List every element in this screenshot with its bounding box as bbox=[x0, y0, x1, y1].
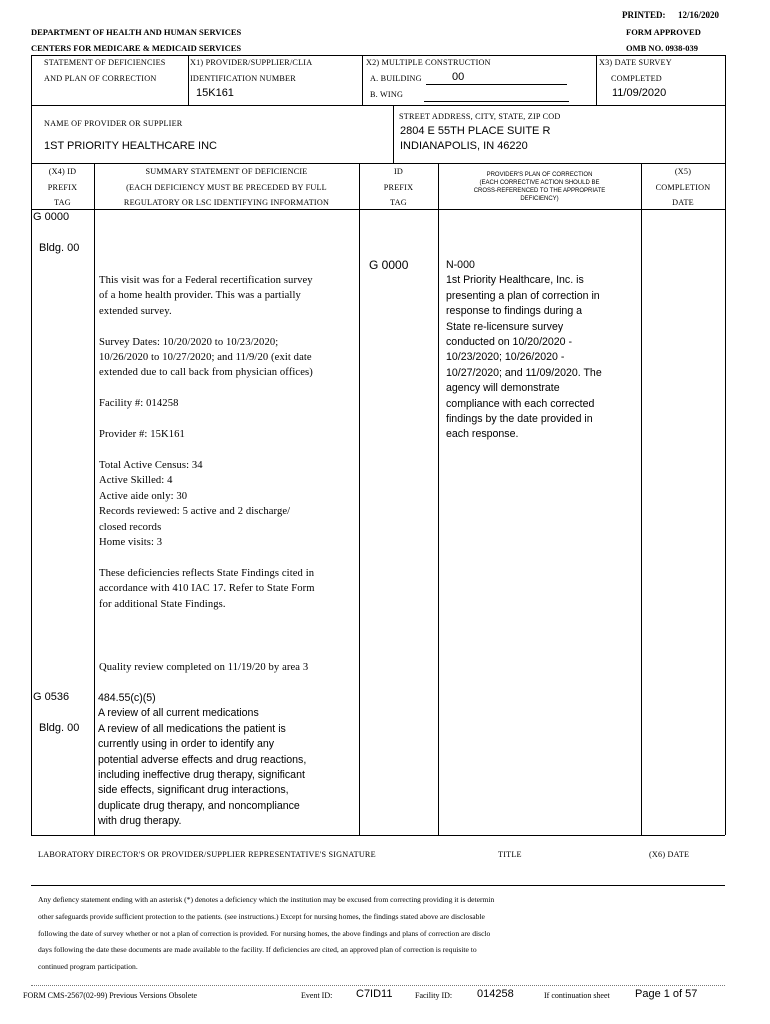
title-label: TITLE bbox=[498, 850, 522, 859]
summary-statement-text: This visit was for a Federal recertification survey of a home health provider. This was a partially extended survey. Survey Dates: 10/20/2020 to 10/23/2020; 10/26/2020 to 10/27/2020; and 11/9/20 (exit date extended due to call back from physician offices) Facility #: 014258 Provider #: 15K161 Total Active Census: 34 Active Skilled: 4 Active aide only: 30 Records reviewed: 5 active and 2 discharge/ closed records Home visits: 3 These deficiencies reflects State Findings cited in accordance with 410 IAC 17. Refer to State Form for additional State Findings. bbox=[99, 275, 315, 610]
disclaimer-line-1: Any defiency statement ending with an asterisk (*) denotes a deficiency which the institution may be excused from correcting providing it is determin bbox=[38, 895, 495, 904]
x5-header-2: COMPLETION bbox=[655, 183, 711, 192]
printed-date: 12/16/2020 bbox=[678, 10, 720, 20]
x4-header-1: (X4) ID bbox=[48, 167, 77, 176]
building-label: A. BUILDING bbox=[370, 74, 422, 83]
omb-number: OMB NO. 0938-039 bbox=[626, 43, 699, 53]
id-header-1: ID bbox=[393, 167, 404, 176]
col-divider-1 bbox=[94, 163, 95, 835]
quality-review-text: Quality review completed on 11/19/20 by area 3 bbox=[99, 662, 309, 673]
box-bottom-rule bbox=[31, 105, 725, 106]
x4-header-3: TAG bbox=[54, 198, 71, 207]
col-divider-2 bbox=[359, 163, 360, 835]
signature-top-rule bbox=[31, 835, 725, 836]
provider-name-value: 1ST PRIORITY HEALTHCARE INC bbox=[44, 140, 217, 152]
disclaimer-line-2: other safeguards provide sufficient protection to the patients. (see instructions.) Except for nursing homes, the findings stated above are disclosable bbox=[38, 912, 485, 921]
column-header-bottom-rule bbox=[31, 209, 725, 210]
date-survey-label: X3) DATE SURVEY bbox=[599, 58, 672, 67]
footer-dotted-rule bbox=[31, 985, 725, 986]
deficiency-tag-g0000: G 0000 bbox=[33, 211, 70, 223]
form-approved: FORM APPROVED bbox=[626, 27, 701, 37]
statement-label-1: STATEMENT OF DEFICIENCIES bbox=[44, 58, 166, 67]
survey-completed-value: 11/09/2020 bbox=[612, 87, 667, 99]
box-divider-1 bbox=[188, 55, 189, 105]
id-tag-g0000: G 0000 bbox=[369, 258, 409, 272]
summary-header-3: REGULATORY OR LSC IDENTIFYING INFORMATION bbox=[123, 198, 330, 207]
building-tag-1: Bldg. 00 bbox=[39, 242, 80, 254]
x4-header-2: PREFIX bbox=[47, 183, 78, 192]
disclaimer-line-5: continued program participation. bbox=[38, 962, 138, 971]
col-left-rule bbox=[31, 163, 32, 835]
id-header-3: TAG bbox=[390, 198, 407, 207]
box-left-rule bbox=[31, 55, 32, 105]
director-signature-label: LABORATORY DIRECTOR'S OR PROVIDER/SUPPLIER REPRESENTATIVE'S SIGNATURE bbox=[38, 850, 376, 859]
centers-title: CENTERS FOR MEDICARE & MEDICAID SERVICES bbox=[31, 43, 242, 53]
plan-header-3: CROSS-REFERENCED TO THE APPROPRIATE bbox=[473, 188, 606, 194]
disclaimer-line-3: following the date of survey whether or not a plan of correction is provided. For nursing homes, the above findings and plans of correction are disclo bbox=[38, 929, 491, 938]
multiple-construction-label: X2) MULTIPLE CONSTRUCTION bbox=[366, 58, 491, 67]
address-line-1: 2804 E 55TH PLACE SUITE R bbox=[400, 125, 551, 137]
wing-label: B. WING bbox=[370, 90, 404, 99]
address-label: STREET ADDRESS, CITY, STATE, ZIP COD bbox=[399, 112, 561, 121]
event-id-value: C7ID11 bbox=[356, 988, 393, 1000]
regulation-text: 484.55(c)(5) A review of all current medications A review of all medications the patient is currently using in order to identify any potential adverse effects and drug reactions, including ineffective drug therapy, significant side effects, significant drug interactions, duplicate drug therapy, and noncompliance with drug therapy. bbox=[98, 692, 307, 828]
summary-header-2: (EACH DEFICIENCY MUST BE PRECEDED BY FULL bbox=[126, 183, 327, 192]
disclaimer-line-4: days following the date these documents are made available to the facility. If deficiencies are cited, an approved plan of correction is requisite to bbox=[38, 945, 477, 954]
provider-bottom-rule bbox=[31, 163, 725, 164]
x6-date-label: (X6) DATE bbox=[649, 850, 690, 859]
department-title: DEPARTMENT OF HEALTH AND HUMAN SERVICES bbox=[31, 27, 242, 37]
address-line-2: INDIANAPOLIS, IN 46220 bbox=[400, 140, 528, 152]
continuation-label: If continuation sheet bbox=[544, 991, 610, 1000]
building-underline bbox=[426, 84, 567, 85]
provider-left-rule bbox=[31, 105, 32, 163]
building-tag-2: Bldg. 00 bbox=[39, 722, 80, 734]
plan-of-correction-text: N-000 1st Priority Healthcare, Inc. is presenting a plan of correction in response to findings during a State re-licensure survey conducted on 10/20/2020 - 10/23/2020; 10/26/2020 - 10/27/2020; and 11/09/2020. The agency will demonstrate compliance with each corrected findings by the date provided in each response. bbox=[446, 259, 602, 441]
building-value: 00 bbox=[452, 71, 465, 83]
plan-header-2: (EACH CORRECTIVE ACTION SHOULD BE bbox=[479, 180, 600, 186]
signature-bottom-rule bbox=[31, 885, 725, 886]
provider-id-value: 15K161 bbox=[196, 87, 234, 99]
box-top-rule bbox=[31, 55, 725, 56]
event-id-label: Event ID: bbox=[301, 991, 333, 1000]
statement-label-2: AND PLAN OF CORRECTION bbox=[44, 74, 157, 83]
summary-header-1: SUMMARY STATEMENT OF DEFICIENCIE bbox=[145, 167, 308, 176]
id-header-2: PREFIX bbox=[383, 183, 414, 192]
wing-underline bbox=[424, 101, 569, 102]
form-number-label: FORM CMS-2567(02-99) Previous Versions Obsolete bbox=[23, 991, 198, 1000]
box-right-rule bbox=[725, 55, 726, 835]
deficiency-tag-g0536: G 0536 bbox=[33, 691, 70, 703]
col-divider-3 bbox=[438, 163, 439, 835]
x5-header-3: DATE bbox=[672, 198, 694, 207]
box-divider-2 bbox=[362, 55, 363, 105]
box-divider-3 bbox=[596, 55, 597, 105]
completed-label: COMPLETED bbox=[611, 74, 662, 83]
provider-id-label: X1) PROVIDER/SUPPLIER/CLIA bbox=[190, 58, 313, 67]
identification-number-label: IDENTIFICATION NUMBER bbox=[190, 74, 296, 83]
plan-header-1: PROVIDER'S PLAN OF CORRECTION bbox=[486, 172, 593, 178]
facility-id-value: 014258 bbox=[477, 988, 514, 1000]
printed-label: PRINTED: bbox=[622, 10, 666, 20]
col-divider-4 bbox=[641, 163, 642, 835]
facility-id-label: Facility ID: bbox=[415, 991, 453, 1000]
page-number: Page 1 of 57 bbox=[635, 988, 698, 1000]
provider-name-label: NAME OF PROVIDER OR SUPPLIER bbox=[44, 119, 183, 128]
provider-divider bbox=[393, 105, 394, 163]
plan-header-4: DEFICIENCY) bbox=[520, 196, 559, 202]
x5-header-1: (X5) bbox=[674, 167, 692, 176]
